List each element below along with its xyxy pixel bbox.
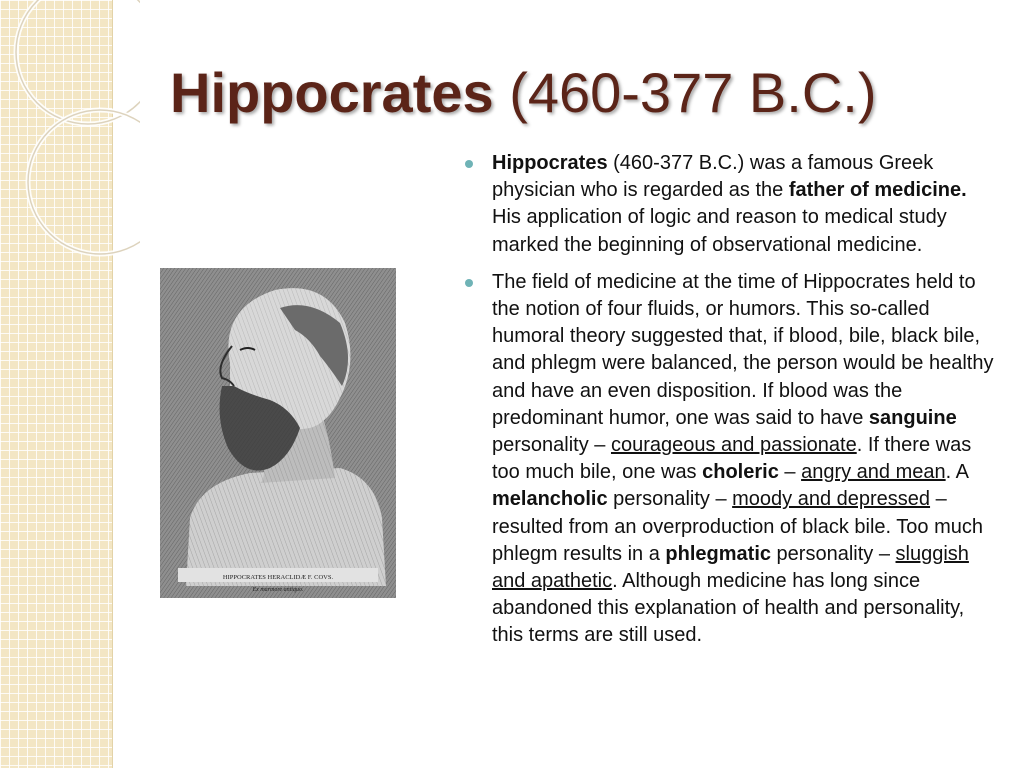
portrait-caption-line1: HIPPOCRATES HERACLIDÆ F. COVS. — [222, 574, 334, 581]
slide-title — [170, 60, 876, 125]
text-run: . Although medicine has long since abandoned this explanation of health and personality, this terms are still used. — [492, 570, 965, 647]
underlined-phrase: moody and depressed — [732, 488, 931, 511]
underlined-phrase: angry and mean — [801, 461, 946, 484]
slide-title-name: Hippocrates — [170, 61, 494, 124]
text-run: His application of logic and reason to medical study marked the beginning of observational medicine. — [492, 206, 947, 256]
text-run: personality – — [492, 434, 611, 457]
bullet-icon — [465, 160, 473, 168]
bold-term: choleric — [702, 461, 779, 484]
text-run: (460-377 B.C.) was a famous Greek physician who is regarded as the — [492, 152, 934, 202]
bold-term: father of medicine. — [788, 179, 967, 202]
bold-term: sanguine — [868, 406, 957, 429]
portrait-caption-line2: Ex marmore antiquo. — [252, 587, 304, 593]
bullet-list — [465, 150, 995, 650]
slide-title-dates: (460-377 B.C.) — [509, 61, 877, 124]
text-run: personality – — [607, 488, 733, 511]
text-run: . A — [945, 461, 968, 484]
bold-term: phlegmatic — [665, 542, 771, 565]
bold-term: Hippocrates — [492, 152, 608, 174]
text-run: . If there was too much bile, one was — [492, 434, 972, 484]
hippocrates-portrait-image — [160, 268, 396, 598]
bold-term: melancholic — [492, 488, 608, 511]
bullet-item — [465, 269, 995, 650]
bullet-item — [465, 150, 995, 259]
decorative-circles — [0, 0, 140, 260]
underlined-phrase: courageous and passionate — [610, 434, 857, 457]
slide-body-text — [465, 150, 995, 660]
underlined-phrase: sluggish and apathetic — [492, 542, 969, 593]
text-run: The field of medicine at the time of Hippocrates held to the notion of four fluids, or humors. This so-called humoral theory suggested that, if blood, bile, black bile, and phlegm were balanced, the person would be healthy and have an even disposition. If blood was the predominant humor, one was said to have — [492, 270, 994, 429]
text-run: – — [778, 461, 802, 484]
text-run: – resulted from an overproduction of black bile. Too much phlegm results in a — [492, 488, 984, 565]
bullet-icon — [465, 279, 473, 287]
text-run: personality – — [771, 542, 896, 565]
